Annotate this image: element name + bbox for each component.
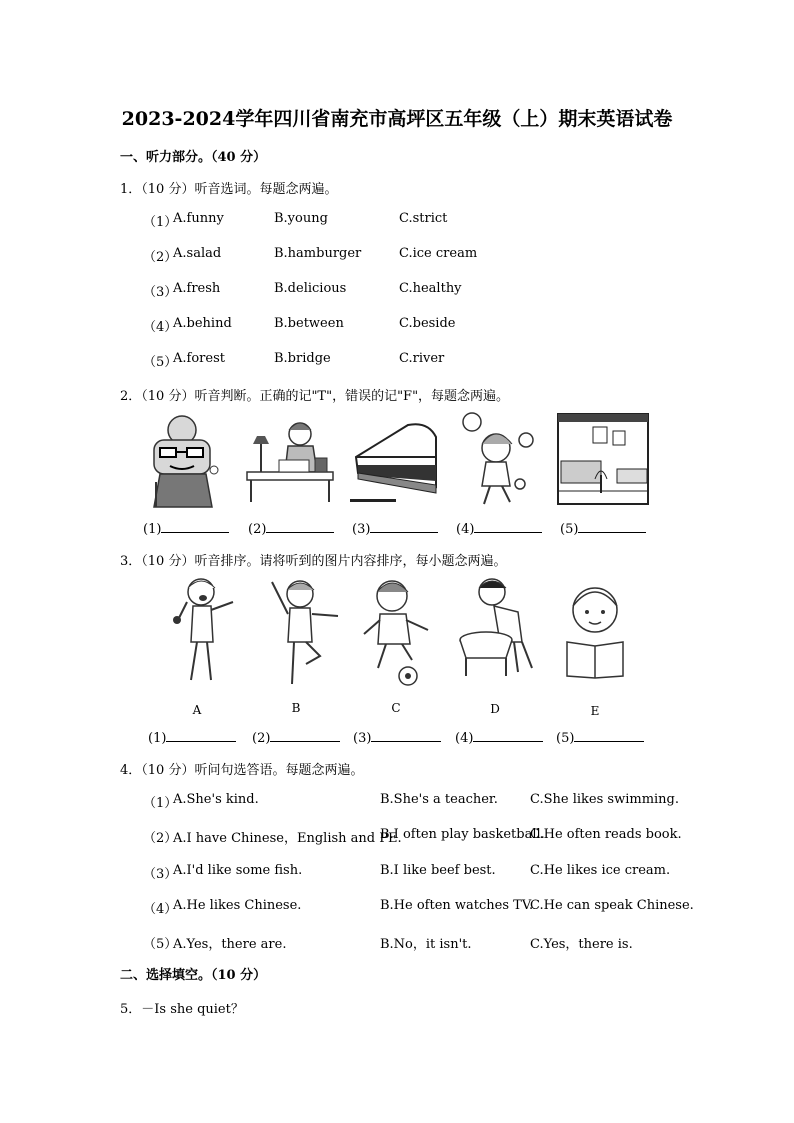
q2-stem: 2．（10 分）听音判断。正确的记"T"，错误的记"F"，每题念两遍。 bbox=[120, 389, 510, 404]
q4-row-number: （1） bbox=[143, 796, 178, 811]
blank-label: (3) bbox=[353, 731, 372, 746]
option-c: C.She likes swimming. bbox=[530, 792, 680, 807]
q4-row-number: （5） bbox=[143, 937, 178, 952]
blank-label: (4) bbox=[456, 522, 475, 537]
q1-stem: 1．（10 分）听音选词。每题念两遍。 bbox=[120, 182, 338, 197]
q5-stem: 5．－Is she quiet？ bbox=[120, 1002, 244, 1017]
option-a: A.He likes Chinese. bbox=[173, 898, 302, 913]
boy-reading-picture bbox=[557, 580, 637, 680]
option-a: A.I have Chinese，English and PE. bbox=[173, 831, 402, 846]
option-a: A.Yes，there are. bbox=[173, 937, 287, 952]
boy-singing-picture bbox=[165, 572, 245, 687]
picture-caption-e: E bbox=[590, 704, 600, 718]
q1-row-number: （4） bbox=[143, 320, 178, 335]
q3-answer-blank-5[interactable] bbox=[556, 729, 644, 746]
boy-washing-clothes-picture bbox=[452, 572, 542, 687]
option-b: B.I like beef best. bbox=[380, 863, 496, 878]
option-c: C.healthy bbox=[399, 281, 462, 296]
option-a: A.behind bbox=[173, 316, 232, 331]
blank-label: (5) bbox=[560, 522, 579, 537]
boy-kung-fu-picture bbox=[262, 572, 342, 687]
option-a: A.funny bbox=[173, 211, 224, 226]
picture-caption-c: C bbox=[391, 701, 401, 715]
page-title: 2023-2024学年四川省南充市高坪区五年级（上）期末英语试卷 bbox=[121, 108, 673, 130]
picture-caption-d: D bbox=[490, 702, 500, 716]
boy-football-picture bbox=[356, 574, 436, 689]
old-woman-picture bbox=[140, 410, 225, 510]
option-c: C.Yes，there is. bbox=[530, 937, 633, 952]
option-b: B.He often watches TV. bbox=[380, 898, 534, 913]
option-a: A.salad bbox=[173, 246, 222, 261]
option-c: C.He likes ice cream. bbox=[530, 863, 671, 878]
blank-label: (4) bbox=[455, 731, 474, 746]
option-b: B.She's a teacher. bbox=[380, 792, 498, 807]
option-c: C.He often reads book. bbox=[530, 827, 682, 842]
q4-row-number: （3） bbox=[143, 867, 178, 882]
picture-caption-a: A bbox=[192, 703, 202, 717]
girl-with-balls-picture bbox=[460, 410, 540, 510]
q3-answer-blank-1[interactable] bbox=[148, 729, 236, 746]
blank-label: (2) bbox=[248, 522, 267, 537]
blank-label: (2) bbox=[252, 731, 271, 746]
option-b: B.bridge bbox=[274, 351, 331, 366]
sandwich-picture bbox=[348, 415, 443, 505]
part2-heading-text: 二、选择填空。（10 分） bbox=[120, 968, 267, 983]
option-c: C.He can speak Chinese. bbox=[530, 898, 694, 913]
q2-answer-blank-3[interactable] bbox=[352, 520, 438, 537]
q3-answer-blank-2[interactable] bbox=[252, 729, 340, 746]
option-b: B.young bbox=[274, 211, 328, 226]
option-b: B.delicious bbox=[274, 281, 347, 296]
q4-row-number: （2） bbox=[143, 831, 178, 846]
q1-row-number: （2） bbox=[143, 250, 178, 265]
q1-row-number: （3） bbox=[143, 285, 178, 300]
q3-answer-blank-3[interactable] bbox=[353, 729, 441, 746]
part2-heading bbox=[120, 964, 266, 983]
option-c: C.ice cream bbox=[399, 246, 478, 261]
q2-answer-blank-4[interactable] bbox=[456, 520, 542, 537]
blank-label: (3) bbox=[352, 522, 371, 537]
option-b: B.No，it isn't. bbox=[380, 937, 472, 952]
q2-answer-blank-5[interactable] bbox=[560, 520, 646, 537]
q3-stem: 3．（10 分）听音排序。请将听到的图片内容排序，每小题念两遍。 bbox=[120, 554, 507, 569]
q4-row-number: （4） bbox=[143, 902, 178, 917]
blank-label: (1) bbox=[143, 522, 162, 537]
option-a: A.fresh bbox=[173, 281, 221, 296]
q4-stem: 4．（10 分）听问句选答语。每题念两遍。 bbox=[120, 763, 364, 778]
blank-label: (5) bbox=[556, 731, 575, 746]
q1-row-number: （5） bbox=[143, 355, 178, 370]
option-a: A.She's kind. bbox=[173, 792, 259, 807]
picture-caption-b: B bbox=[291, 701, 301, 715]
option-a: A.I'd like some fish. bbox=[173, 863, 303, 878]
blank-label: (1) bbox=[148, 731, 167, 746]
option-c: C.river bbox=[399, 351, 445, 366]
q3-answer-blank-4[interactable] bbox=[455, 729, 543, 746]
part1-heading: 一、听力部分。（40 分） bbox=[120, 150, 267, 165]
q1-row-number: （1） bbox=[143, 215, 178, 230]
option-b: B.hamburger bbox=[274, 246, 362, 261]
option-b: B.between bbox=[274, 316, 344, 331]
q2-answer-blank-1[interactable] bbox=[143, 520, 229, 537]
option-b: B.I often play basketball. bbox=[380, 827, 545, 842]
option-a: A.forest bbox=[173, 351, 225, 366]
boy-at-desk-picture bbox=[243, 410, 338, 510]
q2-answer-blank-2[interactable] bbox=[248, 520, 334, 537]
living-room-picture bbox=[557, 413, 649, 505]
option-c: C.beside bbox=[399, 316, 456, 331]
option-c: C.strict bbox=[399, 211, 448, 226]
